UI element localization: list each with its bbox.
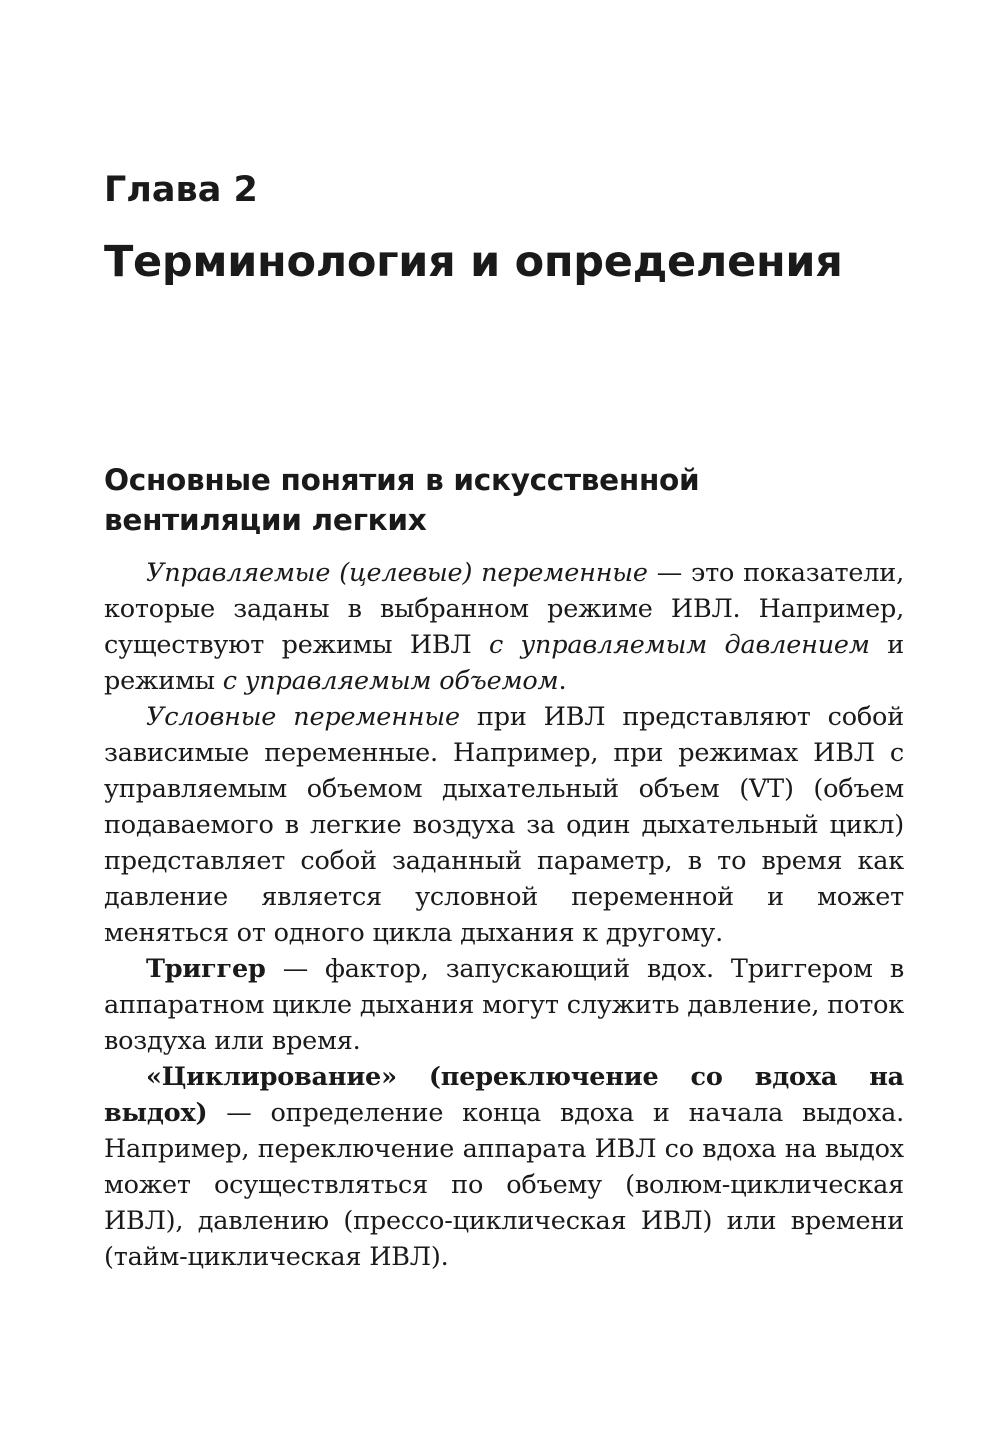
chapter-label: Глава 2 [104,170,258,210]
p2-text-1: при ИВЛ представляют собой зависимые переменные. Например, при режимах ИВЛ с управляемым объемом дыхательный объем (VT) (объем подаваемого в легкие воздуха за один дыхательный цикл) представляет собой заданный параметр, в то время как давление является условной переменной и может меняться от одного цикла дыхания к другому. [104,702,904,948]
term-conditional-variables: Условные переменные [146,702,460,732]
p3-text-1: — фактор, запускающий вдох. Триггером в аппаратном цикле дыхания могут служить давление, поток воздуха или время. [104,954,904,1056]
chapter-title: Терминология и определения [104,237,843,287]
p1-text-3: . [558,666,567,696]
p1-text-1: — это показатели, которые заданы в выбранном режиме ИВЛ. Например, существуют режимы ИВЛ [104,558,904,660]
term-cycling: «Циклирование» (переключение со вдоха на выдох) [104,1062,904,1128]
p4-text-1: — определение конца вдоха и начала выдоха. Например, переключение аппарата ИВЛ со вдоха на выдох может осуществляться по объему (волюм-циклическая ИВЛ), давлению (прессо-циклическая ИВЛ) или времени (тайм-циклическая ИВЛ). [104,1098,904,1272]
paragraph-cycling [104,1059,904,1275]
section-heading: Основные понятия в искусственной вентиляции легких [104,463,700,537]
p1-text-2: и режимы [104,630,904,696]
p1-emphasis-volume: с управляемым объемом [222,666,559,696]
term-controlled-variables: Управляемые (целевые) переменные [146,558,648,588]
p1-emphasis-pressure: с управляемым давлением [488,630,870,660]
body-text [104,555,904,1275]
paragraph-conditional-variables [104,699,904,951]
paragraph-controlled-variables [104,555,904,699]
paragraph-trigger [104,951,904,1059]
term-trigger: Триггер [146,954,266,984]
